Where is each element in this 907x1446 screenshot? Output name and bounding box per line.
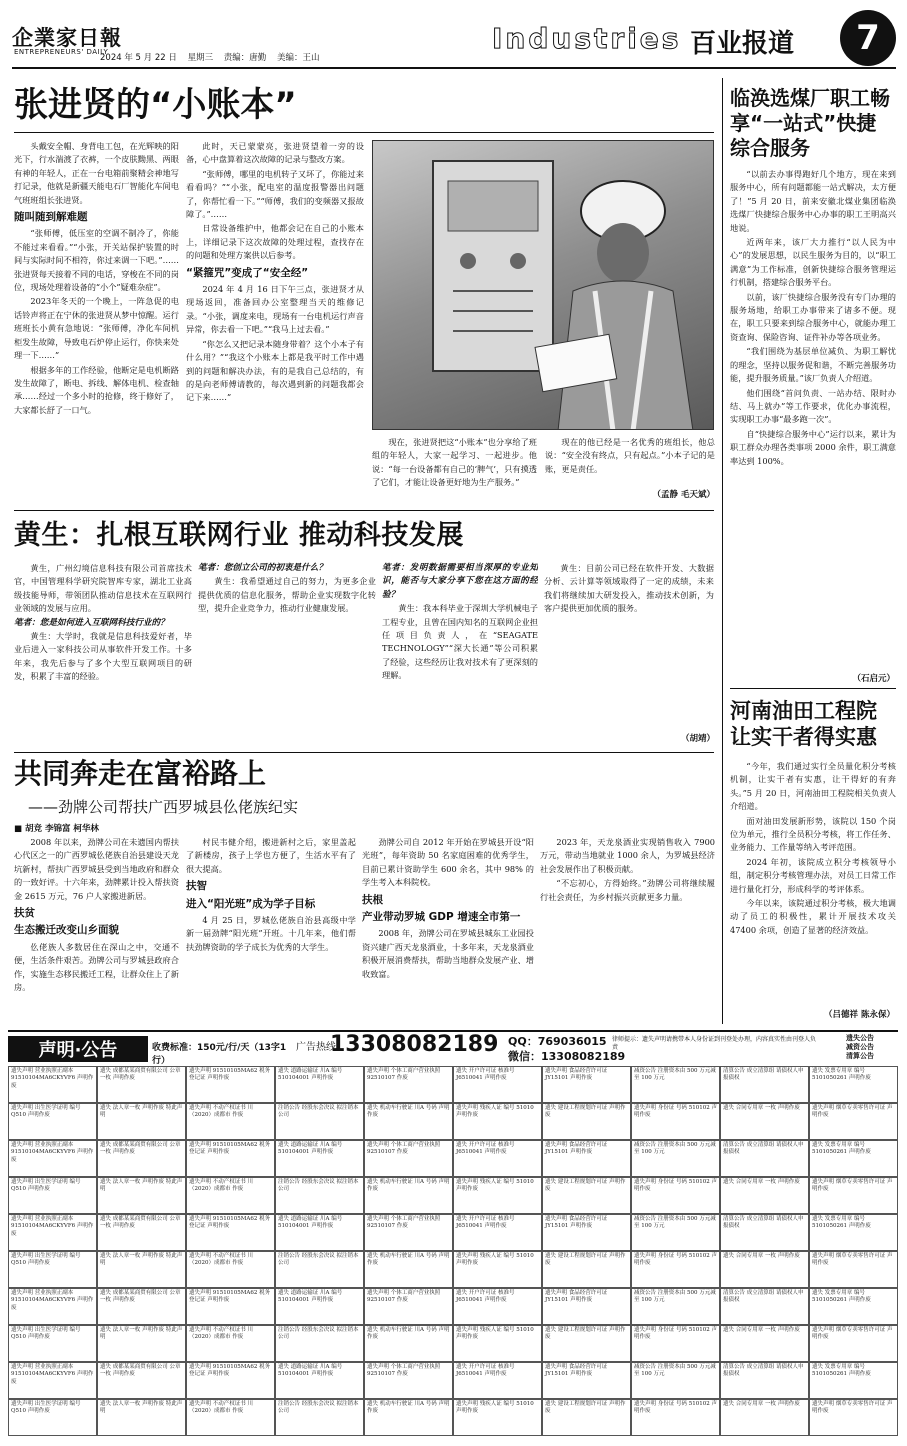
issue-date: 2024 年 5 月 22 日 [100,53,177,63]
ads-grid [8,1066,898,1438]
article3-col1 [14,836,179,1024]
ad-notice-item: 遗失声明 出生医学证明 编号 Q510 声明作废 [8,1325,97,1362]
article3-subhead: 扶根 [362,893,383,906]
ads-col-label [822,1034,898,1061]
ad-notice-item: 遗失 法人章一枚 声明作废 特此声明 [97,1177,186,1214]
article3-para: 2008 年，劲牌公司在罗城县城东工业园投资兴建广西天龙泉酒业，十多年来，天龙泉酒业积极开展消费帮扶，帮助当地群众发展产业、增收致富。 [362,928,534,979]
ad-notice-item: 清算公告 成立清算组 请债权人申报债权 [720,1066,809,1103]
ads-header [8,1036,148,1062]
masthead-rule [12,67,896,69]
ad-notice-item: 遗失 法人章一枚 声明作废 特此声明 [97,1399,186,1436]
ad-notice-item: 遗失声明 不动产权证书 川（2020）成都市 作废 [186,1251,275,1288]
ad-notice-item: 遗失 合同专用章 一枚 声明作废 [720,1251,809,1288]
article1-subhead: 随叫随到解难题 [14,211,88,224]
worker-photo [372,140,714,430]
ad-notice-item: 遗失声明 个体工商户营业执照 92510107 作废 [364,1066,453,1103]
ads-wechat [508,1048,625,1064]
ad-notice-item: 遗失声明 身份证 号码 510102 声明作废 [631,1399,720,1436]
article3-para: 村民韦健介绍，搬进新村之后，家里盖起了新楼房，孩子上学也方便了，生活水平有了很大提高。 [186,837,356,874]
article1-para: “你怎么又把记录本随身带着？这个小本子有什么用？”“我这个小账本上都是我平时工作中遇到的问题和解决办法，有的是我自己总结的，有的是向老师傅请教的，每次遇到新的问题我都会记下来……” [186,338,364,403]
page-number: 7 [840,10,896,66]
article3-para: 劲牌公司自 2012 年开始在罗城县开设“阳光班”，每年资助 50 名家庭困难的优秀学生，目前已累计资助学生 600 余名，其中 98% 的学生考入本科院校。 [362,837,534,888]
worker-illustration [373,141,714,430]
ad-notice-item: 遗失声明 身份证 号码 510102 声明作废 [631,1177,720,1214]
article1-para: 现在，张进贤把这“小账本”也分享给了班组的年轻人，大家一起学习、一起进步。他说：“每一台设备都有自己的‘脾气’，只有摸透了它们，才能让设备更好地为生产服务。” [372,437,537,488]
ad-notice-item: 遗失声明 食品经营许可证 JY15101 声明作废 [542,1214,631,1251]
cabinet-switch [510,253,526,269]
ad-notice-item: 遗失 机动车行驶证 川A 号码 声明作废 [364,1325,453,1362]
article3-para: “不忘初心，方得始终。”劲牌公司将继续履行社会责任，为乡村振兴贡献更多力量。 [540,878,715,902]
article2-title: 黄生：扎根互联网行业 推动科技发展 [14,520,464,551]
ad-notice-item: 注销公告 经股东会决议 拟注销本公司 [275,1177,364,1214]
ad-notice-item: 遗失 开户许可证 核准号 J6510041 声明作废 [453,1066,542,1103]
ad-notice-item: 遗失声明 出生医学证明 编号 Q510 声明作废 [8,1399,97,1436]
ads-qq-label: QQ： [508,1035,538,1048]
side1-para: 他们围绕“首问负责、一站办结、限时办结、马上就办”等工作要求，优化办事流程，实现职工办事“最多跑一次”。 [730,387,896,425]
article2-col3 [382,562,538,742]
masthead-logo: 企業家日報 [12,26,122,50]
ad-notice-item: 遗失 道路运输证 川A 编号 510104001 声明作废 [275,1288,364,1325]
article2-col4 [544,562,714,722]
ad-notice-item: 遗失 合同专用章 一枚 声明作废 [720,1103,809,1140]
ad-notice-item: 注销公告 经股东会决议 拟注销本公司 [275,1251,364,1288]
ad-notice-item: 遗失声明 烟草专卖零售许可证 声明作废 [809,1103,898,1140]
ad-notice-item: 遗失声明 残疾人证 编号 51010 声明作废 [453,1325,542,1362]
article3-top-rule [14,752,714,753]
ad-notice-item: 遗失声明 营业执照正副本 91510104MA6CKYVF6 声明作废 [8,1288,97,1325]
article3-subhead: 进入“阳光班”成为学子目标 [186,897,316,910]
ads-title: 声明·公告 [38,1040,118,1061]
side1-para: 自“快捷综合服务中心”运行以来，累计为职工群众办理各类事项 2000 余件，职工满意率达到 100%。 [730,428,896,466]
ad-notice-item: 遗失 发票专用章 编号 5101050261 声明作废 [809,1140,898,1177]
side2-byline: （吕德祥 陈永保） [824,1010,895,1020]
article1-title-rule [14,132,714,133]
ad-notice-item: 遗失声明 不动产权证书 川（2020）成都市 作废 [186,1103,275,1140]
ad-notice-item: 清算公告 成立清算组 请债权人申报债权 [720,1140,809,1177]
ad-notice-item: 遗失 合同专用章 一枚 声明作废 [720,1399,809,1436]
ads-wechat-label: 微信： [508,1050,541,1063]
ad-notice-item: 遗失声明 身份证 号码 510102 声明作废 [631,1325,720,1362]
ads-qq [508,1033,607,1049]
side2-para: 2024 年初，该院成立积分考核领导小组，制定积分考核管理办法，对员工日常工作进行量化打分，形成科学的考评体系。 [730,856,896,894]
ad-notice-item: 遗失声明 不动产权证书 川（2020）成都市 作废 [186,1325,275,1362]
cabinet-switch [460,253,476,269]
ad-notice-item: 遗失声明 营业执照正副本 91510104MA6CKYVF6 声明作废 [8,1214,97,1251]
article3-para: 4 月 25 日，罗城仫佬族自治县高级中学新一届劲牌“阳光班”开班。十几年来，他们帮扶劲牌资助的学子成长为优秀的大学生。 [186,915,356,952]
article3-subhead: 扶贫 [14,907,35,920]
side2-para: 面对油田发展新形势，该院以 150 个岗位为单元，推行全员积分考核，将工作任务、业务能力、工作量等纳入考评范围。 [730,815,896,853]
article2-top-rule [14,510,714,511]
ad-notice-item: 遗失声明 烟草专卖零售许可证 声明作废 [809,1251,898,1288]
masthead-logo-en: ENTREPRENEURS' DAILY [14,48,109,56]
article2-col1 [14,562,192,742]
ad-notice-item: 遗失声明 身份证 号码 510102 声明作废 [631,1251,720,1288]
ads-qq-value: 769036015 [537,1035,607,1048]
ad-notice-item: 遗失 成都某某商贸有限公司 公章一枚 声明作废 [97,1140,186,1177]
article2-para: 黄生：大学时，我就是信息科技爱好者，毕业后进入一家科技公司从事软件开发工作。十多年来，我先后参与了多个大型互联网项目的研发，积累了丰富的经验。 [14,631,192,682]
ad-notice-item: 遗失 开户许可证 核准号 J6510041 声明作废 [453,1288,542,1325]
ad-notice-item: 遗失 机动车行驶证 川A 号码 声明作废 [364,1177,453,1214]
article1-para: “张师傅，哪里的电机转子又坏了，你能过来看看吗？”“小张，配电室的温度报警器出问题了，你帮忙看一下。”“师傅，我们的变频器又报故障了。”…… [186,168,364,220]
ad-notice-item: 遗失声明 91510105MA62 税务登记证 声明作废 [186,1066,275,1103]
ad-notice-item: 遗失声明 出生医学证明 编号 Q510 声明作废 [8,1103,97,1140]
ad-notice-item: 遗失声明 食品经营许可证 JY15101 声明作废 [542,1362,631,1399]
ad-notice-item: 遗失 开户许可证 核准号 J6510041 声明作废 [453,1140,542,1177]
ad-notice-item: 遗失声明 营业执照正副本 91510104MA6CKYVF6 声明作废 [8,1140,97,1177]
ad-notice-item: 遗失声明 烟草专卖零售许可证 声明作废 [809,1399,898,1436]
ad-notice-item: 遗失 成都某某商贸有限公司 公章一枚 声明作废 [97,1066,186,1103]
ad-notice-item: 遗失 机动车行驶证 川A 号码 声明作废 [364,1251,453,1288]
ads-phone-label: 广告热线 [296,1042,336,1053]
ad-notice-item: 遗失 法人章一枚 声明作废 特此声明 [97,1251,186,1288]
ad-notice-item: 遗失 建设工程规划许可证 声明作废 [542,1177,631,1214]
ad-notice-item: 遗失 建设工程规划许可证 声明作废 [542,1325,631,1362]
ad-notice-item: 减资公告 注册资本由 500 万元减至 100 万元 [631,1140,720,1177]
ad-notice-item: 遗失声明 91510105MA62 税务登记证 声明作废 [186,1362,275,1399]
ad-notice-item: 遗失 发票专用章 编号 5101050261 声明作废 [809,1362,898,1399]
section-title-cn: 百业报道 [690,29,795,59]
side2-para: 今年以来，该院通过积分考核，极大地调动了员工的积极性，累计开展技术攻关 47400 余项，创造了显著的经济效益。 [730,898,896,935]
ad-notice-item: 遗失 合同专用章 一枚 声明作废 [720,1325,809,1362]
ads-rates: 收费标准：150元/行/天（13字1行） [152,1043,287,1066]
ads-phone: 13308082189 [330,1032,499,1057]
ad-notice-item: 遗失 发票专用章 编号 5101050261 声明作废 [809,1066,898,1103]
ads-col-label-3: 清算公告 [846,1052,874,1060]
ad-notice-item: 遗失声明 食品经营许可证 JY15101 声明作废 [542,1140,631,1177]
article2-byline: （胡靖） [680,734,715,744]
masthead-meta [100,51,328,63]
article1-subhead: “紧箍咒”变成了“安全经” [186,266,309,279]
ad-notice-item: 遗失声明 个体工商户营业执照 92510107 作废 [364,1140,453,1177]
ad-notice-item: 减资公告 注册资本由 500 万元减至 100 万元 [631,1288,720,1325]
section-title-en: Industries [492,22,682,55]
ads-notice: 律师提示：遗失声明请携带本人身份证到刊登处办理，内容真实性由刊登人负责 [612,1036,817,1051]
ad-notice-item: 清算公告 成立清算组 请债权人申报债权 [720,1214,809,1251]
ad-notice-item: 遗失 开户许可证 核准号 J6510041 声明作废 [453,1362,542,1399]
ad-notice-item: 注销公告 经股东会决议 拟注销本公司 [275,1103,364,1140]
article1-para: 日常设备维护中，他都会记在自己的小账本上，详细记录下这次故障的处理过程，查找存在的问题和处理方案供以后参考。 [186,223,364,261]
ad-notice-item: 遗失 发票专用章 编号 5101050261 声明作废 [809,1288,898,1325]
side1-para: 近两年来，该厂大力推行“以人民为中心”的发展思想，以民生服务为目的，以“职工满意”为工作标准，创新快捷综合服务管理运行机制，搭建综合服务平台。 [730,237,896,288]
article2-question: 笔者：您创立公司的初衷是什么？ [198,563,327,573]
article1-para: 现在的他已经是一名优秀的班组长，他总说：“安全没有终点，只有起点。”小本子记的是账，更是责任。 [545,437,715,474]
article2-para: 黄生：我本科毕业于深圳大学机械电子工程专业，且曾在国内知名的互联网企业担任项目负责人，在“SEAGATE TECHNOLOGY”“深大长通”等公司积累了经验，这些经历让我对技术有了更深刻的理解。 [382,603,538,681]
article1-para: 此时，天已蒙蒙亮，张进贤望着一旁的设备，心中盘算着这次故障的记录与整改方案。 [186,141,364,165]
ad-notice-item: 注销公告 经股东会决议 拟注销本公司 [275,1325,364,1362]
article1-para: “张师傅，低压室的空调不制冷了，你能不能过来看看。”“小张，开关站保护装置的时间与实际时间不相符，你过来调一下吧。”……张进贤每天接着不同的电话，穿梭在不同的岗位，现场处理着设备的“小个”疑难杂症”。 [14,228,179,293]
side2-body [730,760,896,1005]
ad-notice-item: 遗失声明 个体工商户营业执照 92510107 作废 [364,1362,453,1399]
issue-weekday: 星期三 [187,53,214,63]
ad-notice-item: 遗失声明 个体工商户营业执照 92510107 作废 [364,1288,453,1325]
cabinet-panel [448,181,538,231]
ad-notice-item: 遗失声明 烟草专卖零售许可证 声明作废 [809,1177,898,1214]
ad-notice-item: 遗失声明 91510105MA62 税务登记证 声明作废 [186,1288,275,1325]
column-divider [722,78,723,1024]
editor: 责编：唐勤 [223,53,267,63]
worker-face [597,223,649,283]
ad-notice-item: 遗失声明 91510105MA62 税务登记证 声明作废 [186,1214,275,1251]
ad-notice-item: 遗失声明 残疾人证 编号 51010 声明作废 [453,1251,542,1288]
article3-title: 共同奔走在富裕路上 [14,757,267,790]
ad-notice-item: 遗失声明 个体工商户营业执照 92510107 作废 [364,1214,453,1251]
ad-notice-item: 遗失 机动车行驶证 川A 号码 声明作废 [364,1103,453,1140]
article3-para: 2023 年，天龙泉酒业实现销售收入 7900 万元，带动当地就业 1000 余人，为罗城县经济社会发展作出了积极贡献。 [540,837,715,874]
ad-notice-item: 遗失声明 残疾人证 编号 51010 声明作废 [453,1399,542,1436]
ad-notice-item: 遗失 道路运输证 川A 编号 510104001 声明作废 [275,1140,364,1177]
ad-notice-item: 遗失声明 不动产权证书 川（2020）成都市 作废 [186,1399,275,1436]
ad-notice-item: 遗失 建设工程规划许可证 声明作废 [542,1251,631,1288]
ad-notice-item: 遗失声明 出生医学证明 编号 Q510 声明作废 [8,1177,97,1214]
designer: 美编：王山 [277,53,320,63]
article2-para: 黄生，广州幻境信息科技有限公司首席技术官，中国管理科学研究院智库专家，湖北工业高级技能导师，带领团队推动信息技术在互联网行业领域的发展与应用。 [14,563,192,614]
article1-para: 2024 年 4 月 16 日下午三点，张进贤才从现场返回，准备回办公室整理当天的维修记录。“小张，调度来电，现场有一台电机运行声音异常，你去看一下吧。”“我马上过去看。” [186,284,364,335]
ad-notice-item: 遗失声明 烟草专卖零售许可证 声明作废 [809,1325,898,1362]
ad-notice-item: 减资公告 注册资本由 500 万元减至 100 万元 [631,1214,720,1251]
article3-col4 [540,836,715,1024]
ad-notice-item: 遗失 成都某某商贸有限公司 公章一枚 声明作废 [97,1362,186,1399]
side2-title: 河南油田工程院让实干者得实惠 [730,699,877,749]
ad-notice-item: 遗失 法人章一枚 声明作废 特此声明 [97,1325,186,1362]
ad-notice-item: 遗失 成都某某商贸有限公司 公章一枚 声明作废 [97,1214,186,1251]
ad-notice-item: 遗失声明 食品经营许可证 JY15101 声明作废 [542,1066,631,1103]
article2-question: 笔者：发明数据需要相当深厚的专业知识，能否与大家分享下您在这方面的经验？ [382,563,538,600]
side2-para: “今年，我们通过实行全员量化积分考核机制，让实干者有实惠，让干得好的有奔头。”5 月 20 日，河南油田工程院相关负责人介绍道。 [730,761,896,812]
side1-para: “我们围绕为基层单位减负、为职工解忧的理念，坚持以服务促和谐，不断完善服务功能，提升服务质量。”该厂负责人介绍道。 [730,346,896,384]
article1-title: 张进贤的“小账本” [14,85,297,125]
article1-col2 [186,140,364,500]
ad-notice-item: 遗失声明 出生医学证明 编号 Q510 声明作废 [8,1251,97,1288]
article1-col4 [545,436,715,486]
ad-notice-item: 遗失 法人章一枚 声明作废 特此声明 [97,1103,186,1140]
side1-title: 临涣选煤厂职工畅享“一站式”快捷综合服务 [730,86,890,160]
side1-para: 以前，该厂快捷综合服务没有专门办理的服务场地，给职工办事带来了诸多不便。现在，职工只要来到综合服务中心，就能办理工资查询、保险咨询、证件补办等各项业务。 [730,291,896,342]
side1-body [730,168,896,668]
ad-notice-item: 遗失 道路运输证 川A 编号 510104001 声明作废 [275,1214,364,1251]
ad-notice-item: 减资公告 注册资本由 500 万元减至 100 万元 [631,1066,720,1103]
ads-col-label-2: 减资公告 [846,1043,874,1051]
ad-notice-item: 遗失声明 营业执照正副本 91510104MA6CKYVF6 声明作废 [8,1066,97,1103]
ads-col-label-1: 遗失公告 [846,1034,874,1042]
ad-notice-item: 遗失声明 不动产权证书 川（2020）成都市 作废 [186,1177,275,1214]
article3-para: 仫佬族人多数居住在深山之中，交通不便，生活条件艰苦。劲牌公司与罗城县政府合作，实施生态移民搬迁工程，让群众住上了新房。 [14,941,179,993]
article3-subhead: 产业带动罗城 GDP 增速全市第一 [362,911,521,924]
article2-para: 黄生：目前公司已经在软件开发、大数据分析、云计算等领域取得了一定的成绩，未来我们将继续加大研发投入，推动技术创新，为客户提供更加优质的服务。 [544,563,714,614]
ad-notice-item: 减资公告 注册资本由 500 万元减至 100 万元 [631,1362,720,1399]
article3-subtitle: ——劲牌公司帮扶广西罗城县仫佬族纪实 [28,798,299,816]
ad-notice-item: 遗失 建设工程规划许可证 声明作废 [542,1399,631,1436]
article1-byline: （孟静 毛天斌） [652,490,715,500]
article1-para: 2023年冬天的一个晚上，一阵急促的电话铃声将正在宁休的张进贤从梦中惊醒。运行班班长小黄有急地说：“张师傅，净化车间机柜发生故障，导致电石炉停止运行，你快来处理一下……” [14,296,179,361]
ad-notice-item: 遗失声明 营业执照正副本 91510104MA6CKYVF6 声明作废 [8,1362,97,1399]
article3-authors: ■ 胡竞 李锦富 柯华林 [14,824,99,834]
article3-col3 [362,836,534,1024]
article1-col3 [372,436,537,500]
article2-col2 [198,562,376,742]
article3-para: 2008 年以来，劲牌公司在未遗国内帮扶心代区之一的广西罗城仫佬族自治县建设天龙坑新村，帮扶广西罗城县受到当地政府和群众的一致好评。十六年来，劲牌累计投入帮扶资金 2615 万元，76 户人家搬进新居。 [14,837,179,901]
side1-byline: （石启元） [852,674,895,684]
article1-para: 根据多年的工作经验，他断定是电机断路发生故障了，断电、拆线、解体电机、检查轴承……经过一个多小时的抢修，终于修好了，大家都长舒了一口气。 [14,364,179,415]
ad-notice-item: 遗失 合同专用章 一枚 声明作废 [720,1177,809,1214]
ad-notice-item: 遗失 机动车行驶证 川A 号码 声明作废 [364,1399,453,1436]
ad-notice-item: 清算公告 成立清算组 请债权人申报债权 [720,1288,809,1325]
ad-notice-item: 遗失声明 残疾人证 编号 51010 声明作废 [453,1103,542,1140]
ad-notice-item: 清算公告 成立清算组 请债权人申报债权 [720,1362,809,1399]
ad-notice-item: 遗失声明 残疾人证 编号 51010 声明作废 [453,1177,542,1214]
article3-col2 [186,836,356,1024]
article3-subhead: 扶智 [186,880,207,893]
side-divider [730,688,896,689]
ad-notice-item: 注销公告 经股东会决议 拟注销本公司 [275,1399,364,1436]
article1-para: 头戴安全帽、身背电工包，在光辉映的阳光下，行水湍渡了衣裤，一个皮肤黝黑、两眼有神的年轻人，正在一台电箱前聚精会神地写打记录，他就是新疆天能电石厂智能化车间电气班班组长张进贤。 [14,141,179,205]
side1-para: “以前去办事得跑好几个地方，现在来到服务中心，所有问题都能一站式解决，太方便了！”5 月 20 日，前来安徽北煤业集团临涣选煤厂快捷综合服务中心办事的职工王明高兴地说。 [730,169,896,233]
ad-notice-item: 遗失 建设工程规划许可证 声明作废 [542,1103,631,1140]
ad-notice-item: 遗失 开户许可证 核准号 J6510041 声明作废 [453,1214,542,1251]
ad-notice-item: 遗失 发票专用章 编号 5101050261 声明作废 [809,1214,898,1251]
ad-notice-item: 遗失声明 食品经营许可证 JY15101 声明作废 [542,1288,631,1325]
ad-notice-item: 遗失声明 91510105MA62 税务登记证 声明作废 [186,1140,275,1177]
ad-notice-item: 遗失 道路运输证 川A 编号 510104001 声明作废 [275,1362,364,1399]
article3-subhead: 生态搬迁改变山乡面貌 [14,924,119,937]
ad-notice-item: 遗失 道路运输证 川A 编号 510104001 声明作废 [275,1066,364,1103]
ad-notice-item: 遗失声明 身份证 号码 510102 声明作废 [631,1103,720,1140]
article2-question: 笔者：您是如何进入互联网科技行业的？ [14,617,169,628]
article2-para: 黄生：我希望通过自己的努力，为更多企业提供优质的信息化服务，帮助企业实现数字化转型，提升企业竞争力，推动行业健康发展。 [198,576,376,614]
ad-notice-item: 遗失 成都某某商贸有限公司 公章一枚 声明作废 [97,1288,186,1325]
ads-wechat-value: 13308082189 [541,1050,626,1063]
article1-col1 [14,140,179,500]
